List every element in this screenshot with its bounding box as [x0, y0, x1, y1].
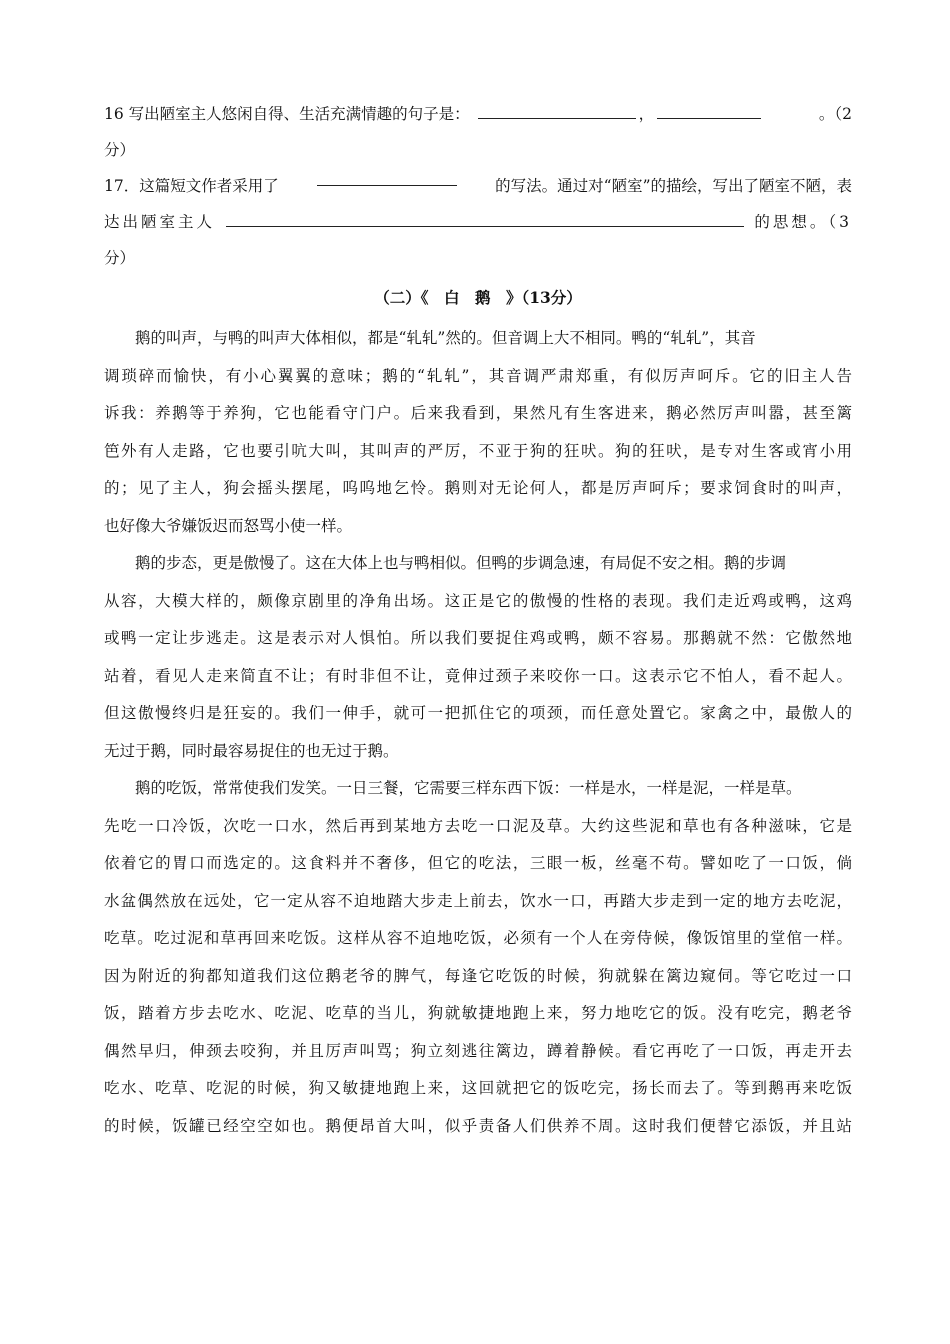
- question-16-suffix: 。（2: [818, 105, 852, 123]
- question-16-text: 16 写出陋室主人悠闲自得、生活充满情趣的句子是：: [104, 105, 470, 123]
- text-line: 从容，大模大样的，颇像京剧里的净角出场。这正是它的傲慢的性格的表现。我们走近鸡或鸭，这鸡: [104, 591, 852, 610]
- question-17: [104, 168, 852, 204]
- question-16: [104, 96, 852, 132]
- question-17-line2-prefix: 达出陋室主人: [104, 213, 216, 231]
- text-line: 鹅的叫声，与鸭的叫声大体相似，都是“轧轧”然的。但音调上大不相同。鸭的“轧轧”，其音: [135, 329, 756, 347]
- answer-blank[interactable]: [226, 209, 744, 227]
- text-line: 无过于鹅，同时最容易捉住的也无过于鹅。: [104, 741, 399, 760]
- question-17-text-middle: 的写法。通过对“陋室”的描绘，写出了陋室不陋，表: [495, 177, 852, 195]
- text-line: 但这傲慢终归是狂妄的。我们一伸手，就可一把抓住它的项颈，而任意处置它。家禽之中，最傲人的: [104, 704, 852, 722]
- text-line: 吃水、吃草、吃泥的时候，狗又敏捷地跑上来，这回就把它的饭吃完，扬长而去了。等到鹅再来吃饭: [104, 1079, 852, 1097]
- text-line: 先吃一口冷饭，次吃一口水，然后再到某地方去吃一口泥及草。大约这些泥和草也有各种滋味，它是: [104, 816, 852, 835]
- question-17-text: 17．这篇短文作者采用了: [104, 177, 279, 195]
- text-line: 水盆偶然放在远处，它一定从容不迫地踏大步走上前去，饮水一口，再踏大步走到一定的地方去吃泥，: [104, 891, 852, 910]
- section-title: （二）《 白 鹅 》（13分）: [374, 288, 582, 307]
- text-line: 饭，踏着方步去吃水、吃泥、吃草的当儿，狗就敏捷地跑上来，努力地吃它的饭。没有吃完，鹅老爷: [104, 1004, 852, 1022]
- question-17-score: 分）: [104, 249, 136, 267]
- question-16-score: 分）: [104, 141, 136, 159]
- text-line: 站着，看见人走来简直不让；有时非但不让，竟伸过颈子来咬你一口。这表示它不怕人，看不起人。: [104, 666, 852, 685]
- text-line: 也好像大爷嫌饭迟而怒骂小使一样。: [104, 516, 353, 535]
- text-line: 调琐碎而愉快，有小心翼翼的意味；鹅的“轧轧”，其音调严肃郑重，有似厉声呵斥。它的旧主人告: [104, 366, 852, 385]
- text-line: 或鸭一定让步逃走。这是表示对人惧怕。所以我们要捉住鸡或鸭，颇不容易。那鹅就不然：它傲然地: [104, 629, 852, 647]
- paragraph-3: [104, 770, 852, 1145]
- paragraph-2: [104, 545, 852, 770]
- text-line: 因为附近的狗都知道我们这位鹅老爷的脾气，每逢它吃饭的时候，狗就躲在篱边窥伺。等它吃过一口: [104, 966, 852, 985]
- text-line: 鹅的吃饭，常常使我们发笑。一日三餐，它需要三样东西下饭：一样是水，一样是泥，一样是草。: [135, 779, 802, 797]
- question-16-comma: ，: [638, 105, 655, 123]
- text-line: 吃草。吃过泥和草再回来吃饭。这样从容不迫地吃饭，必须有一个人在旁侍候，像饭馆里的堂倌一样。: [104, 929, 852, 947]
- text-line: 笆外有人走路，它也要引吭大叫，其叫声的严厉，不亚于狗的狂吠。狗的狂吠，是专对生客或宵小用: [104, 441, 852, 460]
- text-line: 的；见了主人，狗会摇头摆尾，呜呜地乞怜。鹅则对无论何人，都是厉声呵斥；要求饲食时的叫声，: [104, 479, 852, 497]
- text-line: 依着它的胃口而选定的。这食料并不奢侈，但它的吃法，三眼一板，丝毫不苟。譬如吃了一口饭，倘: [104, 854, 852, 872]
- question-17-line2-suffix: 的思想。（3: [754, 213, 852, 231]
- text-line: 的时候，饭罐已经空空如也。鹅便昂首大叫，似乎责备人们供养不周。这时我们便替它添饭，并且站: [104, 1116, 852, 1135]
- answer-blank[interactable]: [478, 101, 636, 119]
- text-line: 偶然早归，伸颈去咬狗，并且厉声叫骂；狗立刻逃往篱边，蹲着静候。看它再吃了一口饭，再走开去: [104, 1041, 852, 1060]
- passage: [104, 320, 852, 1145]
- answer-blank[interactable]: [317, 168, 457, 186]
- paragraph-1: [104, 320, 852, 545]
- answer-blank[interactable]: [657, 101, 761, 119]
- document-page: [104, 96, 852, 1145]
- text-line: 鹅的步态，更是傲慢了。这在大体上也与鸭相似。但鸭的步调急速，有局促不安之相。鹅的步调: [135, 554, 787, 572]
- text-line: 诉我：养鹅等于养狗，它也能看守门户。后来我看到，果然凡有生客进来，鹅必然厉声叫嚣，甚至篱: [104, 404, 852, 422]
- question-17-line2: [104, 204, 852, 240]
